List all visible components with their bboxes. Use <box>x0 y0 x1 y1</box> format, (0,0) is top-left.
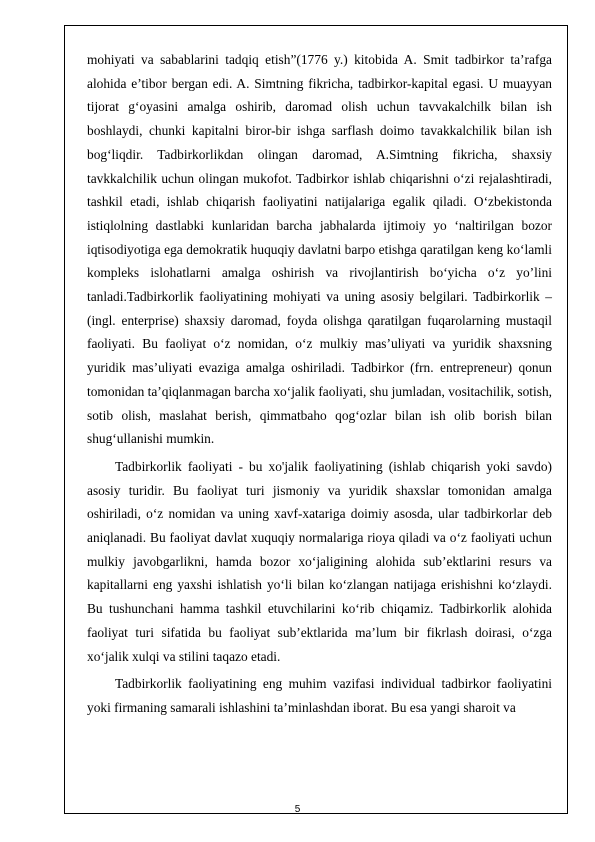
paragraph-1: mohiyati va sabablarini tadqiq etish”(1776 y.) kitobida A. Smit tadbirkor ta’rafga alohida e’tibor bergan edi. A. Simtning fikricha, tadbirkor-kapital egasi. U muayyan tijorat g‘oyasini amalga oshirib, daromad olish uchun tavvakalchilk bilan ish boshlaydi, chunki kapitalni biror-bir ishga sarflash doimo tavakkalchilik bilan ish bog‘liqdir. Tadbirkorlikdan olingan daromad, A.Simtning fikricha, shaxsiy tavkkalchilik uchun olingan mukofot. Tadbirkor ishlab chiqarishni o‘zi rejalashtiradi, tashkil etadi, ishlab chiqarish faoliyatini natijalariga egalik qiladi. O‘zbekistonda istiqlolning dastlabki kunlaridan barcha jabhalarda ijtimoiy yo ‘naltirilgan bozor iqtisodiyotiga ega demokratik huquqiy davlatni barpo etishga qaratilgan keng ko‘lamli kompleks islohatlarni amalga oshirish va rivojlantirish bo‘yicha o‘z yo’lini tanladi.Tadbirkorlik faoliyatining mohiyati va uning asosiy belgilari. Tadbirkorlik – (ingl. enterprise) shaxsiy daromad, foyda olishga qaratilgan fuqarolarning mustaqil faoliyati. Bu faoliyat o‘z nomidan, o‘z mulkiy mas’uliyati va yuridik shaxsning yuridik mas’uliyati evaziga amalga oshiriladi. Tadbirkor (frn. entrepreneur) qonun tomonidan ta’qiqlanmagan barcha xo‘jalik faoliyati, shu jumladan, vositachilik, sotish, sotib olish, maslahat berish, qimmatbaho qog‘ozlar bilan ish olib borish bilan shug‘ullanishi mumkin. <box>87 52 552 447</box>
paragraph-2: Tadbirkorlik faoliyati - bu xo'jalik faoliyatining (ishlab chiqarish yoki savdo) asosiy turidir. Bu faoliyat turi jismoniy va yuridik shaxslar tomonidan amalga oshiriladi, o‘z nomidan va uning xavf-xatariga doimiy asosda, ular tadbirkorlar deb aniqlanadi. Bu faoliyat davlat xuquqiy normalariga rioya qiladi va o‘z faoliyati uchun mulkiy javobgarlikni, hamda bozor xo‘jaligining alohida sub’ektlarini resurs va kapitallarni eng yaxshi ishlatish yo‘li bilan ko‘zlangan natijaga erishishni ko‘zlaydi. Bu tushunchani hamma tashkil etuvchilarini ko‘rib chiqamiz. Tadbirkorlik alohida faoliyat turi sifatida bu faoliyat sub’ektlarida ma’lum bir fikrlash doirasi, o‘zga xo‘jalik xulqi va stilini taqazo etadi. <box>87 458 552 664</box>
document-body <box>87 48 552 720</box>
page-number: 5 <box>294 804 301 815</box>
paragraph-3: Tadbirkorlik faoliyatining eng muhim vazifasi individual tadbirkor faoliyatini yoki firmaning samarali ishlashini ta’minlashdan iborat. Bu esa yangi sharoit va <box>87 676 552 715</box>
